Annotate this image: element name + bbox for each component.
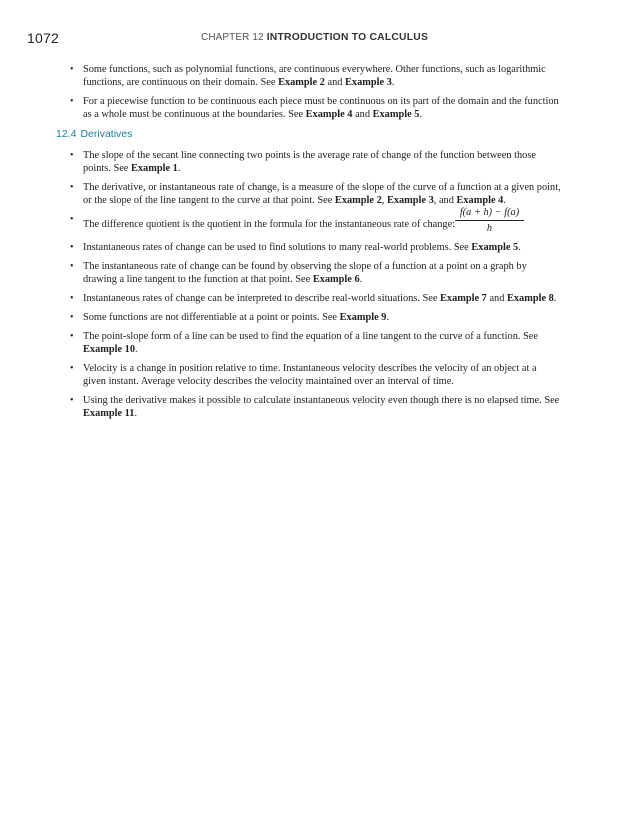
example-ref: Example 3 xyxy=(345,77,392,88)
list-item xyxy=(70,207,562,235)
list-item: • Velocity is a change in position relative to time. Instantaneous velocity describes the velocity of an object at a given instant. Average velocity describes the velocity maintained over an interval of time. xyxy=(70,362,562,388)
continuity-list xyxy=(70,63,562,121)
example-ref: Example 5 xyxy=(372,109,420,120)
example-ref: Example 4 xyxy=(305,109,353,120)
example-ref: Example 2 xyxy=(278,77,325,88)
list-item: • The instantaneous rate of change can be found by observing the slope of a function at a point on a graph by drawing a line tangent to the function at that point. See Example 6. xyxy=(70,260,562,286)
example-ref: Example 5 xyxy=(471,242,519,253)
example-ref: Example 7 xyxy=(440,293,487,304)
example-ref: Example 8 xyxy=(506,293,554,304)
page-body xyxy=(56,63,562,426)
chapter-heading xyxy=(201,32,428,43)
example-ref: Example 3 xyxy=(386,195,434,206)
example-ref: Example 11 xyxy=(83,408,135,419)
list-item: • Instantaneous rates of change can be interpreted to describe real-world situations. See Example 7 and Example 8. xyxy=(70,292,562,305)
list-item: • Some functions, such as polynomial functions, are continuous everywhere. Other functions, such as logarithmic functions, are continuous on their domain. See Example 2 and Example 3. xyxy=(70,63,562,89)
chapter-label: CHAPTER 12 xyxy=(201,32,264,43)
chapter-title: INTRODUCTION TO CALCULUS xyxy=(266,32,429,43)
example-ref: Example 10 xyxy=(83,344,136,355)
fraction-numerator: f(a + h) − f(a) xyxy=(455,206,524,221)
section-heading xyxy=(56,128,548,140)
list-item: • The point-slope form of a line can be used to find the equation of a line tangent to the curve of a function. See Example 10. xyxy=(70,330,562,356)
list-item: • For a piecewise function to be continuous each piece must be continuous on its part of the domain and the function as a whole must be continuous at the boundaries. See Example 4 and Example 5. xyxy=(70,95,562,121)
section-title: Derivatives xyxy=(80,128,133,140)
section-number: 12.4 xyxy=(56,128,77,140)
example-ref: Example 1 xyxy=(130,163,178,174)
list-item: • Some functions are not differentiable at a point or points. See Example 9. xyxy=(70,311,562,324)
difference-quotient-fraction xyxy=(455,206,524,235)
list-item: • The derivative, or instantaneous rate of change, is a measure of the slope of the curve of a function at a given point, or the slope of the line tangent to the curve at that point. See Example 2, Example 3, and Example 4. xyxy=(70,181,562,207)
example-ref: Example 9 xyxy=(339,312,387,323)
example-ref: Example 6 xyxy=(312,274,360,285)
derivatives-list xyxy=(70,149,562,420)
difference-quotient-text: • The difference quotient is the quotient in the formula for the instantaneous rate of change: xyxy=(83,219,456,230)
list-item: • Instantaneous rates of change can be used to find solutions to many real-world problems. See Example 5. xyxy=(70,241,562,254)
list-item: • The slope of the secant line connecting two points is the average rate of change of the function between those points. See Example 1. xyxy=(70,149,562,175)
list-item: • Using the derivative makes it possible to calculate instantaneous velocity even though there is no elapsed time. See Example 11. xyxy=(70,394,562,420)
page-number: 1072 xyxy=(27,30,59,46)
example-ref: Example 2 xyxy=(334,195,382,206)
example-ref: Example 4 xyxy=(456,195,504,206)
fraction-denominator: h xyxy=(486,223,493,234)
running-header xyxy=(0,30,630,46)
